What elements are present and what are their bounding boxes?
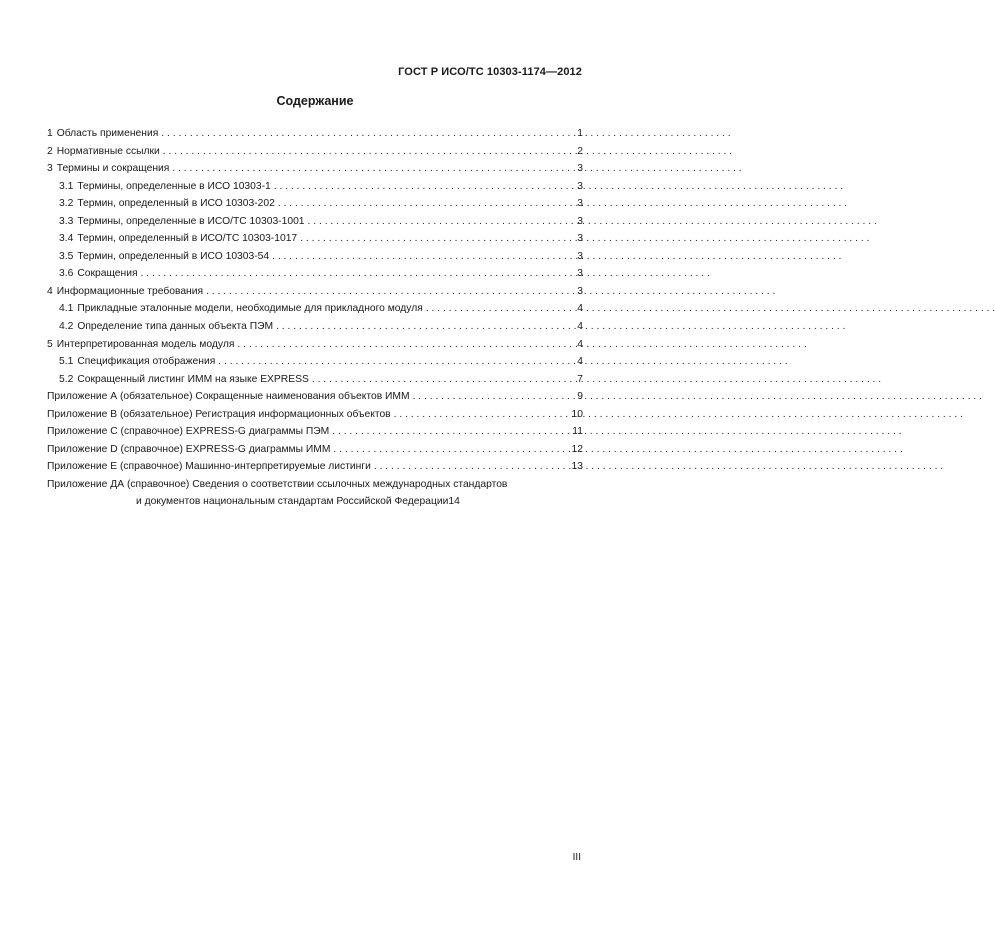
toc-entry-label: Информационные требования	[56, 285, 204, 297]
toc-entry[interactable]	[47, 213, 583, 231]
page-number: III	[572, 852, 581, 863]
dot-leader	[172, 160, 572, 178]
table-of-contents	[47, 125, 583, 511]
toc-entry[interactable]	[47, 318, 583, 336]
toc-entry-number: 3.3	[59, 215, 74, 227]
toc-entry-label: Термины и сокращения	[56, 163, 170, 175]
toc-entry-number: 1	[47, 128, 53, 139]
toc-entry-page: 7	[577, 373, 583, 385]
toc-entry-page: 4	[577, 303, 583, 315]
toc-entry[interactable]	[47, 143, 583, 161]
toc-entry-number: 5.1	[59, 356, 74, 368]
toc-entry-label: Термин, определенный в ИСО 10303-54	[77, 250, 270, 262]
toc-entry-label: Определение типа данных объекта ПЭМ	[77, 321, 274, 333]
toc-entry[interactable]	[47, 423, 583, 441]
dot-leader	[278, 195, 572, 213]
toc-entry-label: Приложение ДА (справочное) Сведения о соответствии ссылочных международных стандартов	[47, 478, 508, 490]
toc-entry-page: 11	[572, 426, 583, 438]
toc-entry[interactable]	[47, 265, 583, 283]
toc-entry-label: Термины, определенные в ИСО/ТС 10303-1001	[77, 215, 305, 227]
toc-entry[interactable]	[47, 441, 583, 459]
toc-entry-label: Приложение D (справочное) EXPRESS-G диаграммы ИММ	[47, 443, 331, 455]
toc-entry[interactable]	[47, 125, 583, 143]
toc-entry-number: 3.2	[59, 198, 74, 210]
toc-entry-label: Сокращенный листинг ИММ на языке EXPRESS	[77, 373, 309, 385]
toc-entry-label: Прикладные эталонные модели, необходимые для прикладного модуля	[77, 303, 423, 315]
toc-entry[interactable]	[47, 300, 583, 318]
toc-entry-label: Область применения	[56, 128, 159, 139]
toc-entry-page: 4	[577, 338, 583, 350]
toc-entry[interactable]	[47, 178, 583, 196]
toc-entry[interactable]	[47, 248, 583, 266]
toc-entry-label: Приложение А (обязательное) Сокращенные наименования объектов ИММ	[47, 391, 410, 403]
toc-entry-page: 3	[577, 250, 583, 262]
dot-leader	[161, 125, 572, 143]
toc-entry-number: 4.1	[59, 303, 74, 315]
toc-entry[interactable]	[47, 371, 583, 389]
toc-entry[interactable]	[47, 283, 583, 301]
dot-leader	[300, 230, 572, 248]
toc-entry-page: 12	[571, 443, 583, 455]
toc-entry[interactable]	[47, 353, 583, 371]
dot-leader	[276, 318, 572, 336]
toc-entry-number: 3	[47, 163, 53, 175]
dot-leader	[206, 283, 572, 301]
dot-leader	[333, 441, 568, 459]
toc-entry-page: 3	[577, 215, 583, 227]
toc-entry-number: 3.6	[59, 268, 74, 280]
dot-leader	[312, 371, 572, 389]
toc-entry-label: Термин, определенный в ИСО 10303-202	[77, 198, 275, 210]
toc-entry-label: Приложение С (справочное) EXPRESS-G диаграммы ПЭМ	[47, 426, 330, 438]
toc-entry-page: 1	[577, 128, 583, 139]
dot-leader	[272, 248, 572, 266]
toc-entry-label: Приложение Е (справочное) Машинно-интерпретируемые листинги	[47, 461, 371, 473]
toc-entry-number: 3.4	[59, 233, 74, 245]
dot-leader	[413, 388, 572, 406]
toc-entry-page: 3	[577, 268, 583, 280]
toc-entry[interactable]	[47, 406, 583, 424]
toc-entry-label: Интерпретированная модель модуля	[56, 338, 235, 350]
toc-entry-label: Термины, определенные в ИСО 10303-1	[77, 180, 271, 192]
dot-leader	[308, 213, 572, 231]
toc-entry-page: 3	[577, 233, 583, 245]
toc-entry-label: Нормативные ссылки	[56, 145, 160, 157]
dot-leader	[274, 178, 572, 196]
toc-entry-label: Спецификация отображения	[77, 356, 216, 368]
dot-leader	[163, 143, 572, 161]
toc-entry-number: 2	[47, 145, 53, 157]
dot-leader	[332, 423, 569, 441]
toc-entry-annex-da[interactable]	[47, 476, 583, 511]
toc-entry-label: Приложение В (обязательное) Регистрация информационных объектов	[47, 408, 391, 420]
dot-leader	[237, 336, 572, 354]
toc-entry-page: 3	[577, 163, 583, 175]
toc-title: Содержание	[276, 94, 354, 108]
toc-entry-page: 9	[577, 391, 583, 403]
toc-entry-label-continued: и документов национальным стандартам Российской Федерации	[136, 496, 449, 508]
toc-entry-page: 4	[577, 321, 583, 333]
toc-entry-page: 2	[577, 145, 583, 157]
toc-entry[interactable]	[47, 195, 583, 213]
toc-entry-page: 3	[577, 285, 583, 297]
toc-entry-number: 5.2	[59, 373, 74, 385]
toc-entry-number: 4.2	[59, 321, 74, 333]
toc-entry[interactable]	[47, 336, 583, 354]
toc-entry-number: 3.5	[59, 250, 74, 262]
dot-leader	[218, 353, 572, 371]
toc-entry-page: 3	[577, 198, 583, 210]
dot-leader	[141, 265, 572, 283]
toc-entry[interactable]	[47, 160, 583, 178]
toc-entry-page: 3	[577, 180, 583, 192]
toc-entry-page: 4	[577, 356, 583, 368]
toc-entry[interactable]	[47, 230, 583, 248]
dot-leader	[374, 458, 569, 476]
toc-entry-label: Термин, определенный в ИСО/ТС 10303-1017	[77, 233, 298, 245]
toc-entry-page: 14	[448, 496, 460, 508]
toc-entry[interactable]	[47, 458, 583, 476]
toc-entry-page: 13	[571, 461, 583, 473]
toc-entry-number: 5	[47, 338, 53, 350]
toc-entry-page: 10	[571, 408, 583, 420]
toc-entry-number: 3.1	[59, 180, 74, 192]
dot-leader	[426, 300, 572, 318]
dot-leader	[394, 406, 569, 424]
toc-entry[interactable]	[47, 388, 583, 406]
toc-entry-label: Сокращения	[77, 268, 138, 280]
document-code: ГОСТ Р ИСО/ТС 10303-1174—2012	[398, 66, 582, 78]
toc-entry-number: 4	[47, 285, 53, 297]
